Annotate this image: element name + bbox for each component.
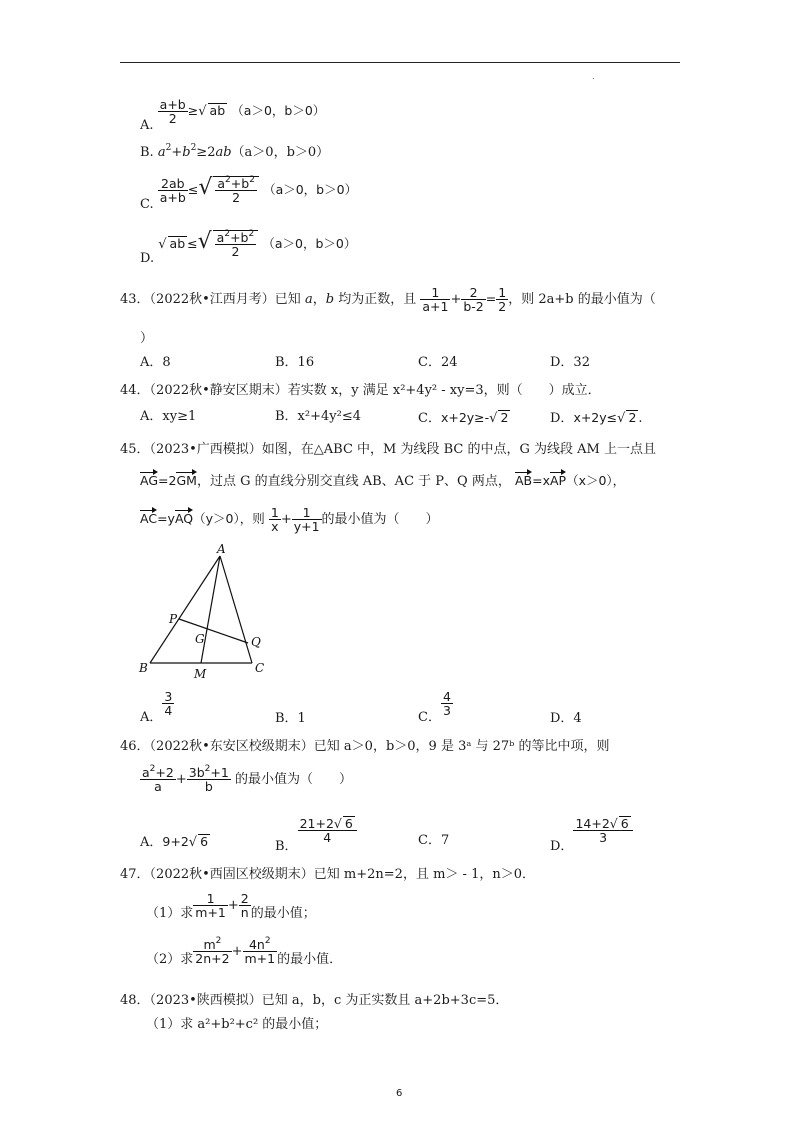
question-47-part1: （1）求 $\frac{1}{m+1}$ + $\frac{2}{n}$ 的最小值； [146, 891, 316, 922]
q45-option-c: C． $\frac{4}{3}$ [418, 689, 451, 726]
header-dot: . [592, 72, 595, 81]
label-c: C [255, 661, 265, 675]
question-43: 43．（2022秋•江西月考）已知 a，b 均为正数，且 $\frac{1}{a+1}$ + $\frac{2}{b-2}$ = $\frac{1}{2}$ ，则 2a+b 的最小值为（ [120, 285, 656, 315]
question-43-close: ） [140, 331, 154, 346]
q43-option-d: D．32 [550, 355, 590, 370]
header-rule [120, 62, 680, 63]
question-45-line2: AG=2GM，过点 G 的直线分别交直线 AB、AC 于 P、Q 两点， AB=xAP（x＞0）， [140, 473, 626, 489]
label-b: B [139, 661, 148, 675]
option-b-prev: B. $a^2+b^2\ge 2ab(a>0$，b＞0） [140, 143, 330, 160]
question-44: 44．（2022秋•静安区期末）若实数 x，y 满足 x²+4y² - xy=3，则（ ）成立． [120, 383, 601, 398]
q45-option-d: D．4 [550, 711, 582, 726]
label-q: Q [251, 635, 261, 649]
label-m: M [194, 667, 207, 680]
question-45-line3: AC=yAQ（y＞0），则 $\frac{1}{x}$ + $\frac{1}{y+1}$ 的最小值为（ ） [140, 505, 439, 535]
q44-option-b: B．x²+4y²≤4 [275, 409, 361, 424]
q46-option-b: B． $\frac{21+2√ 6}{4}$ [275, 816, 357, 844]
q46-option-a: A．9+2√ 6 [140, 834, 209, 850]
q43-option-a: A．8 [140, 355, 171, 370]
q44-option-d: D．x+2y≤√ 2 . [550, 410, 643, 426]
q44-option-c: C．x+2y≥-√ 2 [418, 410, 509, 426]
label-p: P [169, 612, 178, 626]
option-c-prev: C. $\frac{2ab}{a+b}$ ≤√ $\frac{a^2+b^2}{2}$ （a＞0，b＞0） [140, 175, 358, 213]
question-48: 48．（2023•陕西模拟）已知 a，b，c 为正实数且 a+2b+3c=5． [120, 993, 509, 1008]
label-a: A [217, 542, 226, 556]
option-d-prev: D. √ ab ≤√ $\frac{a^2+b^2}{2}$ （a＞0，b＞0） [140, 229, 357, 267]
label-g: G [195, 632, 205, 646]
q45-option-a: A． $\frac{3}{4}$ [140, 689, 173, 726]
q45-option-b: B．1 [275, 711, 306, 726]
question-47: 47．（2022秋•西固区校级期末）已知 m+2n=2，且 m＞ - 1，n＞0． [120, 867, 535, 882]
page-number: 6 [396, 1088, 403, 1099]
triangle-figure [135, 540, 275, 680]
option-a-prev: A. $\frac{a+b}{2}$ ≥√ ab （a＞0，b＞0） [140, 97, 326, 134]
q44-option-a: A．xy≥1 [140, 409, 197, 424]
q43-option-c: C．24 [418, 355, 458, 370]
question-48-part1: （1）求 a²+b²+c² 的最小值； [146, 1017, 328, 1032]
question-46-expr: $\frac{a^2+2}{a}$ + $\frac{3b^2+1}{b}$ 的最小值为（ ） [142, 764, 352, 795]
question-45-line1: 45．（2023•广西模拟）如图，在△ABC 中，M 为线段 BC 的中点，G 为线段 AM 上一点且 [120, 442, 656, 457]
q46-option-d: D． $\frac{14+2√ 6}{3}$ [550, 816, 633, 844]
question-47-part2: （2）求 $\frac{m^2}{2n+2}$ + $\frac{4n^2}{m+1}$ 的最小值． [146, 936, 343, 968]
q43-option-b: B．16 [275, 355, 315, 370]
q46-option-c: C．7 [418, 833, 450, 848]
question-46: 46．（2022秋•东安区校级期末）已知 a＞0，b＞0，9 是 3ᵃ 与 27ᵇ 的等比中项，则 [120, 739, 610, 754]
